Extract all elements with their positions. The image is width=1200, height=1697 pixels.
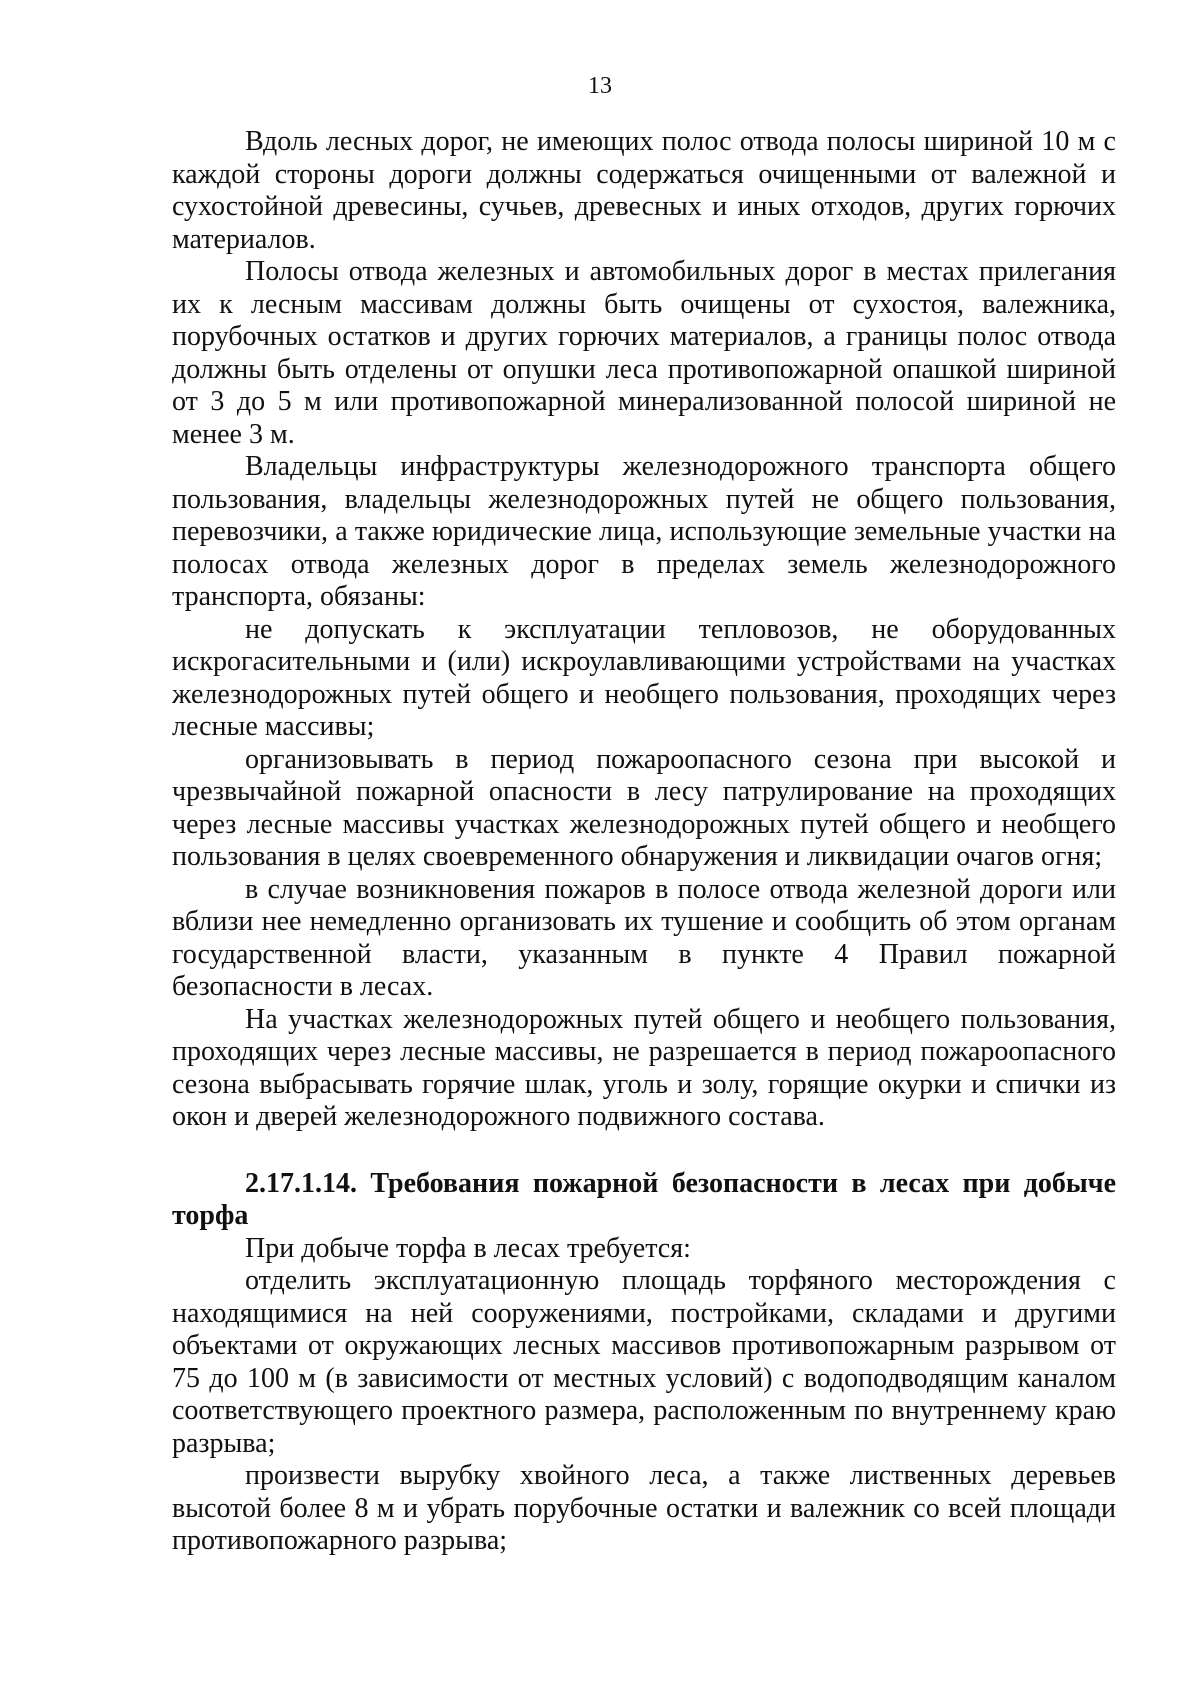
- paragraph: произвести вырубку хвойного леса, а также лиственных деревьев высотой более 8 м и убрать порубочные остатки и валежник со всей площади противопожарного разрыва;: [172, 1460, 1116, 1556]
- paragraph: организовывать в период пожароопасного сезона при высокой и чрезвычайной пожарной опасности в лесу патрулирование на проходящих через лесные массивы участках железнодорожных путей общего и необщего пользования в целях своевременного обнаружения и ликвидации очагов огня;: [172, 743, 1116, 872]
- paragraph: На участках железнодорожных путей общего и необщего пользования, проходящих через лесные массивы, не разрешается в период пожароопасного сезона выбрасывать горячие шлак, уголь и золу, горящие окурки и спички из окон и дверей железнодорожного подвижного состава.: [172, 1003, 1116, 1132]
- paragraph: Вдоль лесных дорог, не имеющих полос отвода полосы шириной 10 м с каждой стороны дороги должны содержаться очищенными от валежной и сухостойной древесины, сучьев, древесных и иных отходов, других горючих материалов.: [172, 126, 1116, 255]
- paragraph: Владельцы инфраструктуры железнодорожного транспорта общего пользования, владельцы железнодорожных путей не общего пользования, перевозчики, а также юридические лица, использующие земельные участки на полосах отвода железных дорог в пределах земель железнодорожного транспорта, обязаны:: [172, 451, 1116, 612]
- paragraph: не допускать к эксплуатации тепловозов, не оборудованных искрогасительными и (или) искроулавливающими устройствами на участках железнодорожных путей общего и необщего пользования, проходящих через лесные массивы;: [172, 613, 1116, 742]
- paragraph: отделить эксплуатационную площадь торфяного месторождения с находящимися на ней сооружениями, постройками, складами и другими объектами от окружающих лесных массивов противопожарным разрывом от 75 до 100 м (в зависимости от местных условий) с водоподводящим каналом соответствующего проектного размера, расположенным по внутреннему краю разрыва;: [172, 1265, 1116, 1459]
- page-number: 13: [588, 73, 612, 99]
- paragraph: При добыче торфа в лесах требуется:: [245, 1232, 691, 1264]
- paragraph: в случае возникновения пожаров в полосе отвода железной дороги или вблизи нее немедленно организовать их тушение и сообщить об этом органам государственной власти, указанным в пункте 4 Правил пожарной безопасности в лесах.: [172, 873, 1116, 1002]
- paragraph: Полосы отвода железных и автомобильных дорог в местах прилегания их к лесным массивам должны быть очищены от сухостоя, валежника, порубочных остатков и других горючих материалов, а границы полос отвода должны быть отделены от опушки леса противопожарной опашкой шириной от 3 до 5 м или противопожарной минерализованной полосой шириной не менее 3 м.: [172, 256, 1116, 450]
- section-heading: 2.17.1.14. Требования пожарной безопасности в лесах при добыче торфа: [172, 1167, 1116, 1231]
- document-body: [172, 126, 1116, 1558]
